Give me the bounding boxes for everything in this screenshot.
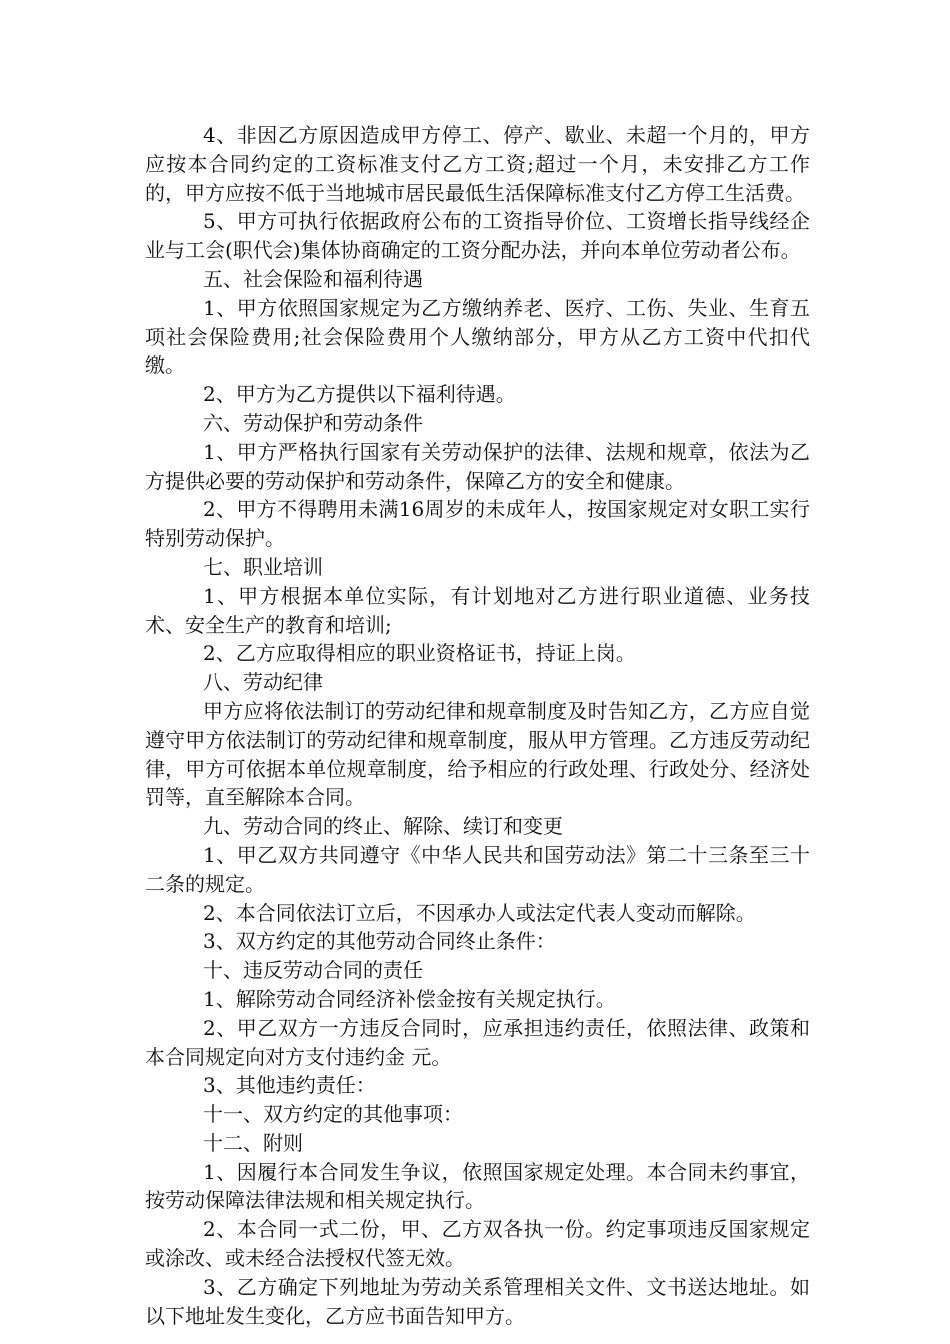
section-heading-other-matters: 十一、双方约定的其他事项： bbox=[203, 1102, 463, 1127]
paragraph-discipline-rules: 甲方应将依法制订的劳动纪律和规章制度及时告知乙方，乙方应自觉遵守甲方依法制订的劳动纪律和规章制度，服从甲方管理。乙方违反劳动纪律，甲方可依据本单位规章制度，给予相应的行政处理、行政处分、经济处罚等，直至解除本合同。 bbox=[145, 698, 810, 810]
document-body bbox=[145, 121, 810, 1330]
section-heading-training: 七、职业培训 bbox=[203, 554, 323, 579]
paragraph-minor-protection: 2、甲方不得聘用未满16周岁的未成年人，按国家规定对女职工实行特别劳动保护。 bbox=[145, 497, 810, 551]
paragraph-delivery-address: 3、乙方确定下列地址为劳动关系管理相关文件、文书送达地址。如以下地址发生变化，乙方应书面告知甲方。 bbox=[145, 1274, 810, 1328]
section-heading-labor-protection: 六、劳动保护和劳动条件 bbox=[203, 410, 423, 435]
paragraph-labor-law: 1、甲乙双方共同遵守《中华人民共和国劳动法》第二十三条至三十二条的规定。 bbox=[145, 842, 810, 896]
paragraph-breach-penalty: 2、甲乙双方一方违反合同时，应承担违约责任，依照法律、政策和本合同规定向对方支付违约金 元。 bbox=[145, 1015, 810, 1069]
paragraph-other-liability: 3、其他违约责任： bbox=[203, 1073, 376, 1098]
paragraph-wage-guidance: 5、甲方可执行依据政府公布的工资指导价位、工资增长指导线经企业与工会(职代会)集体协商确定的工资分配办法，并向本单位劳动者公布。 bbox=[145, 209, 810, 263]
paragraph-termination-conditions: 3、双方约定的其他劳动合同终止条件： bbox=[203, 929, 556, 954]
paragraph-copies: 2、本合同一式二份，甲、乙方双各执一份。约定事项违反国家规定或涂改、或未经合法授权代签无效。 bbox=[145, 1217, 810, 1271]
paragraph-welfare: 2、甲方为乙方提供以下福利待遇。 bbox=[203, 382, 516, 407]
section-heading-liability: 十、违反劳动合同的责任 bbox=[203, 958, 423, 983]
section-heading-social-insurance: 五、社会保险和福利待遇 bbox=[203, 266, 423, 291]
paragraph-protection-rules: 1、甲方严格执行国家有关劳动保护的法律、法规和规章，依法为乙方提供必要的劳动保护和劳动条件，保障乙方的安全和健康。 bbox=[145, 439, 810, 493]
paragraph-contract-validity: 2、本合同依法订立后，不因承办人或法定代表人变动而解除。 bbox=[203, 900, 756, 925]
section-heading-termination: 九、劳动合同的终止、解除、续订和变更 bbox=[203, 814, 563, 839]
section-heading-supplementary: 十二、附则 bbox=[203, 1130, 303, 1155]
paragraph-training-plan: 1、甲方根据本单位实际，有计划地对乙方进行职业道德、业务技术、安全生产的教育和培训; bbox=[145, 583, 810, 637]
paragraph-compensation: 1、解除劳动合同经济补偿金按有关规定执行。 bbox=[203, 986, 616, 1011]
paragraph-wage-stoppage: 4、非因乙方原因造成甲方停工、停产、歇业、未超一个月的，甲方应按本合同约定的工资标准支付乙方工资;超过一个月，未安排乙方工作的，甲方应按不低于当地城市居民最低生活保障标准支付乙方停工生活费。 bbox=[145, 123, 810, 205]
section-heading-discipline: 八、劳动纪律 bbox=[203, 670, 323, 695]
paragraph-dispute: 1、因履行本合同发生争议，依照国家规定处理。本合同未约事宜，按劳动保障法律法规和相关规定执行。 bbox=[145, 1159, 810, 1213]
paragraph-insurance-payment: 1、甲方依照国家规定为乙方缴纳养老、医疗、工伤、失业、生育五项社会保险费用;社会保险费用个人缴纳部分，甲方从乙方工资中代扣代缴。 bbox=[145, 295, 810, 378]
paragraph-qualification: 2、乙方应取得相应的职业资格证书，持证上岗。 bbox=[203, 641, 636, 666]
